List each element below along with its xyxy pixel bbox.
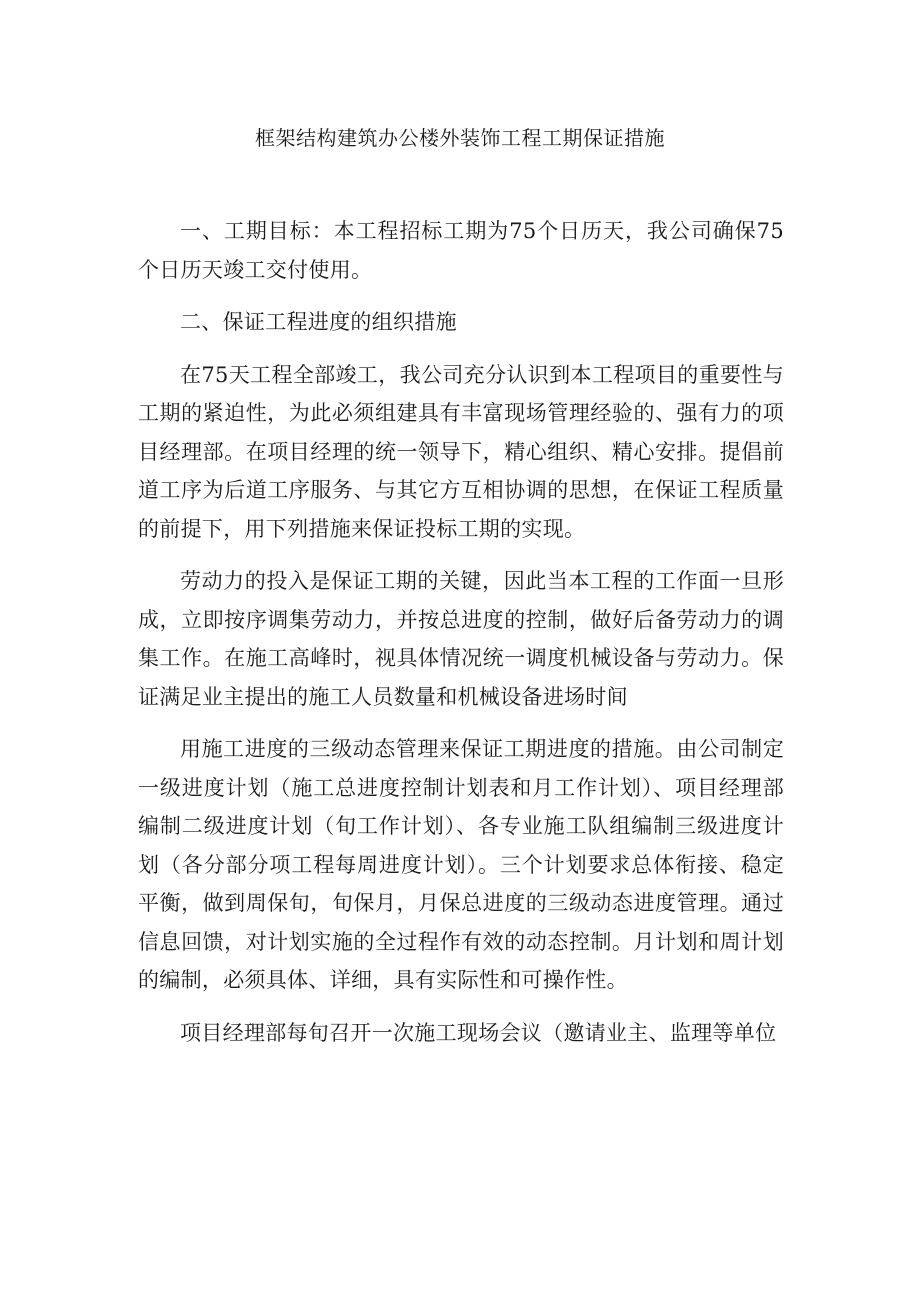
paragraph-site-meeting: 项目经理部每旬召开一次施工现场会议（邀请业主、监理等单位 xyxy=(180,1020,777,1045)
document-title: 框架结构建筑办公楼外装饰工程工期保证措施 xyxy=(255,126,665,150)
paragraph-schedule-goal: 一、工期目标：本工程招标工期为75个日历天，我公司确保75个日历天竣工交付使用。 xyxy=(138,219,784,282)
paragraph-three-level-plan: 用施工进度的三级动态管理来保证工期进度的措施。由公司制定一级进度计划（施工总进度控制计划表和月工作计划）、项目经理部编制二级进度计划（旬工作计划）、各专业施工队组编制三级进度计划（各分部分项工程每周进度计划）。三个计划要求总体衔接、稳定平衡，做到周保旬，旬保月，月保总进度的三级动态进度管理。通过信息回馈，对计划实施的全过程作有效的动态控制。月计划和周计划的编制，必须具体、详细，具有实际性和可操作性。 xyxy=(138,737,784,992)
paragraph-project-team: 在75天工程全部竣工，我公司充分认识到本工程项目的重要性与工期的紧迫性，为此必须组建具有丰富现场管理经验的、强有力的项目经理部。在项目经理的统一领导下，精心组织、精心安排。提倡前道工序为后道工序服务、与其它方互相协调的思想，在保证工程质量的前提下，用下列措施来保证投标工期的实现。 xyxy=(138,362,784,541)
paragraph-labor-input: 劳动力的投入是保证工期的关键，因此当本工程的工作面一旦形成，立即按序调集劳动力，并按总进度的控制，做好后备劳动力的调集工作。在施工高峰时，视具体情况统一调度机械设备与劳动力。保证满足业主提出的施工人员数量和机械设备进场时间 xyxy=(138,569,784,709)
document-body xyxy=(138,212,784,1066)
section-heading-organization-measures: 二、保证工程进度的组织措施 xyxy=(180,310,457,334)
